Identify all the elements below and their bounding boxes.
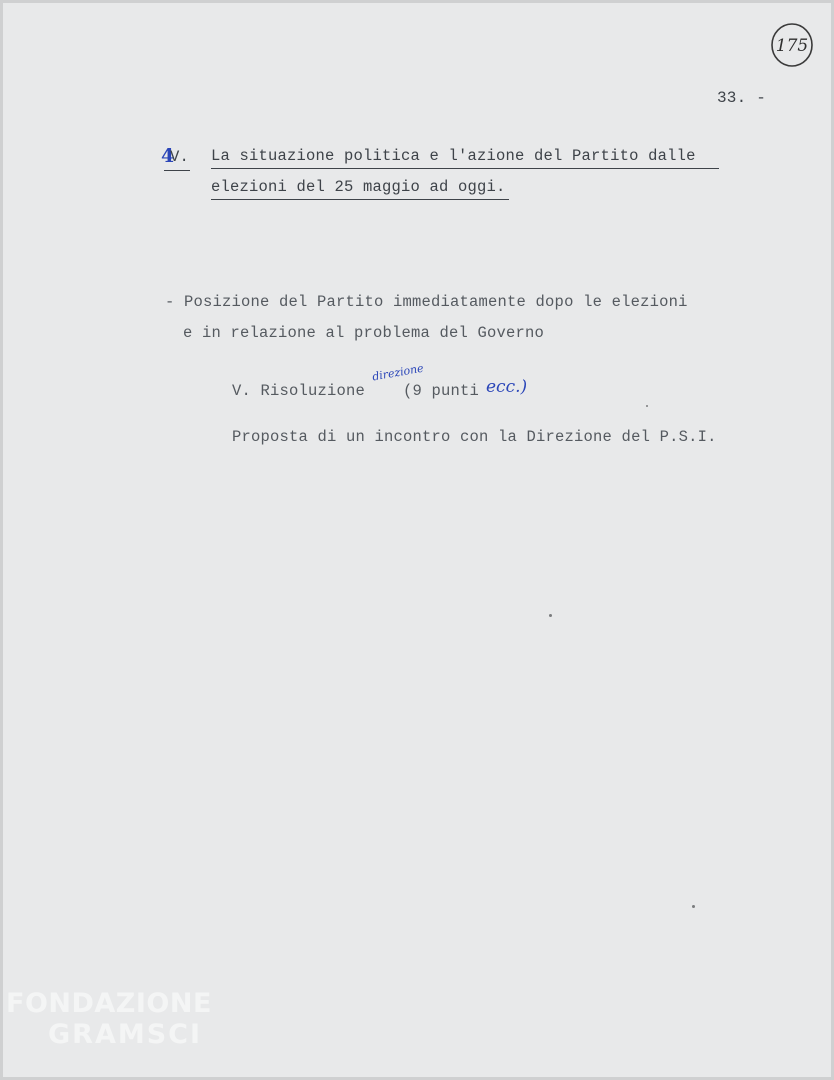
title-underline-2 — [211, 199, 509, 200]
paper-speck — [646, 405, 648, 407]
watermark-line1: FONDAZIONE — [6, 988, 212, 1019]
folio-number: 175 — [775, 36, 809, 56]
paper-speck — [549, 614, 552, 617]
item-line1: - Posizione del Partito immediatamente dopo le elezioni — [165, 293, 688, 311]
section-numeral-correction: 4 — [161, 145, 175, 167]
folio-circle-icon — [770, 22, 814, 68]
paper-speck — [692, 905, 695, 908]
section-title-line1: La situazione politica e l'azione del Partito dalle — [211, 147, 696, 165]
item-line2: e in relazione al problema del Governo — [183, 324, 545, 342]
watermark-line2: GRAMSCI — [48, 1019, 203, 1050]
archive-folio-stamp — [770, 22, 814, 68]
resolution-paren: (9 punti — [403, 382, 480, 400]
proposal-line: Proposta di un incontro con la Direzione del P.S.I. — [232, 428, 717, 446]
page-number: 33. - — [717, 89, 767, 107]
section-numeral: V. — [170, 148, 190, 166]
title-underline-1 — [211, 168, 719, 169]
handwritten-insert: direzione — [371, 361, 425, 384]
archive-watermark — [6, 990, 212, 1048]
resolution-prefix: V. Risoluzione — [232, 382, 366, 400]
handwritten-close: ecc.) — [486, 377, 528, 397]
numeral-underline — [164, 170, 190, 171]
section-title-line2: elezioni del 25 maggio ad oggi. — [211, 178, 506, 196]
